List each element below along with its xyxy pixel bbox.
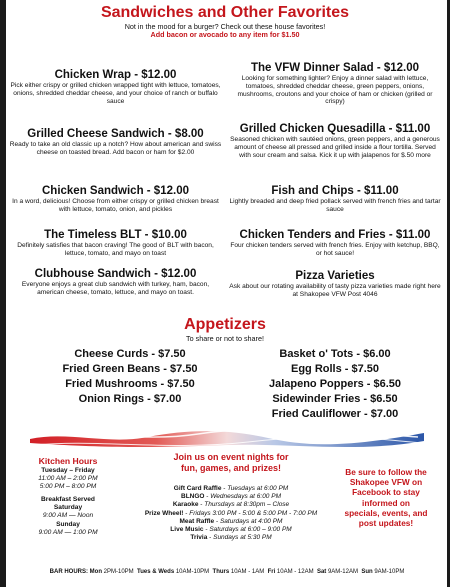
event-row: Prize Wheel! - Fridays 3:00 PM - 5:00 & 5:00 PM - 7:00 PM: [144, 509, 318, 517]
menu-item-description: Everyone enjoys a great club sandwich with turkey, ham, bacon, american cheese, tomato, lettuce, and mayo on toast.: [21, 281, 210, 296]
appetizers-right-list: [245, 347, 425, 422]
event-row: BLNGO - Wednesdays at 6:00 PM: [181, 493, 281, 501]
menu-item-name: Fish and Chips - $11.00: [271, 185, 399, 197]
menu-item: [228, 122, 442, 159]
event-when: Saturdays at 4:00 PM: [219, 517, 283, 525]
menu-item-description: Four chicken tenders served with french fries. Enjoy with ketchup, BBQ, or hot sauce!: [230, 242, 440, 257]
menu-item-description: Ask about our rotating availability of tasty pizza varieties made right here at Shakopee VFW Post 4046: [229, 283, 441, 298]
menu-item: [8, 267, 223, 297]
menu-item-name: The VFW Dinner Salad - $12.00: [250, 62, 420, 74]
appetizer-item: Onion Rings - $7.00: [78, 393, 182, 405]
event-nights: [126, 452, 336, 542]
breakfast-label: Breakfast Served: [41, 496, 95, 504]
menu-item-name: Clubhouse Sandwich - $12.00: [34, 268, 197, 280]
menu-item: [8, 184, 223, 214]
bar-time: 9AM-12AM: [327, 569, 358, 575]
bar-day: Sat: [316, 569, 327, 575]
left-border: [0, 0, 6, 587]
kitchen-hours: [14, 456, 122, 537]
bar-day: Fri: [267, 569, 276, 575]
event-when: Thursdays at 8:30pm – Close: [204, 501, 290, 509]
menu-item: [8, 127, 223, 157]
menu-item-description: Definitely satisfies that bacon craving! The good ol' BLT with bacon, lettuce, tomato, and mayo on toast: [17, 242, 214, 257]
sandwiches-subtitle-block: [0, 23, 450, 40]
event-name: Meat Raffle: [179, 517, 215, 525]
event-name: Gift Card Raffle: [173, 485, 222, 492]
event-name: Prize Wheel!: [144, 509, 184, 517]
menu-item-description: Lightly breaded and deep fried pollack served with french fries and tartar sauce: [229, 198, 441, 213]
breakfast-sunday-time: 9:00 AM — 1:00 PM: [38, 528, 98, 536]
sandwiches-title: Sandwiches and Other Favorites: [100, 4, 350, 21]
follow-line: post updates!: [358, 518, 414, 529]
event-when: Saturdays at 6:00 – 9:00 PM: [209, 526, 292, 534]
event-name: Trivia: [190, 534, 208, 542]
menu-item-name: Grilled Cheese Sandwich - $8.00: [27, 128, 204, 140]
appetizer-item: Fried Mushrooms - $7.50: [65, 378, 195, 390]
follow-line: Be sure to follow the: [345, 467, 427, 477]
menu-item: [8, 68, 223, 105]
follow-line: Facebook to stay: [352, 487, 420, 498]
bar-time: 10AM - 12AM: [276, 569, 314, 575]
event-name: BLNGO: [181, 493, 205, 501]
event-row: Gift Card Raffle - Tuesdays at 6:00 PM: [173, 485, 289, 492]
menu-item: [8, 228, 223, 258]
bar-time: 9AM-10PM: [374, 569, 405, 575]
bar-day: Mon: [89, 569, 102, 575]
follow-line: Shakopee VFW on: [349, 477, 423, 488]
events-title-line1: Join us on event nights for: [173, 452, 289, 462]
event-row: Meat Raffle - Saturdays at 4:00 PM: [179, 517, 283, 525]
bar-time: 2PM-10PM: [103, 569, 134, 575]
menu-item: [228, 61, 442, 106]
event-when: Fridays 3:00 PM - 5:00 & 5:00 PM - 7:00 PM: [189, 509, 318, 517]
appetizer-item: Fried Green Beans - $7.50: [62, 363, 198, 375]
menu-item-name: Pizza Varieties: [295, 270, 375, 282]
menu-item-description: Ready to take an old classic up a notch? How about american and swiss cheese on toasted bread. Add bacon or ham for $2.00: [9, 141, 222, 156]
bar-day: Tues & Weds: [137, 569, 175, 575]
kitchen-weekday-time: 11:00 AM – 2:00 PM: [38, 475, 98, 483]
event-row: Live Music - Saturdays at 6:00 – 9:00 PM: [170, 526, 292, 534]
menu-item-name: Chicken Wrap - $12.00: [54, 69, 177, 81]
appetizer-item: Cheese Curds - $7.50: [74, 348, 186, 360]
event-name: Karaoke: [172, 501, 199, 509]
breakfast-sunday-label: Sunday: [56, 520, 80, 528]
bar-day: Sun: [361, 569, 373, 575]
appetizer-item: Egg Rolls - $7.50: [290, 363, 380, 375]
events-list: [126, 485, 336, 542]
menu-item-name: Chicken Tenders and Fries - $11.00: [239, 229, 431, 241]
menu-item-description: In a word, delicious! Choose from either crispy or grilled chicken breast with lettuce, tomato, onion, and pickles: [12, 198, 219, 213]
event-when: Sundays at 5:30 PM: [213, 534, 272, 542]
event-row: Trivia - Sundays at 5:30 PM: [190, 534, 272, 542]
bar-time: 10AM-10PM: [175, 569, 210, 575]
bar-hours: [10, 568, 444, 576]
flag-wave-divider: [28, 425, 426, 451]
bar-hours-label: BAR HOURS:: [49, 569, 88, 575]
menu-item: [228, 184, 442, 214]
bar-time: 10AM - 1AM: [230, 569, 265, 575]
menu-item-name: Chicken Sandwich - $12.00: [41, 185, 189, 197]
sandwiches-subtitle: Not in the mood for a burger? Check out these house favorites!: [124, 22, 326, 31]
menu-item-description: Looking for something lighter? Enjoy a dinner salad with lettuce, tomatoes, shredded cheddar cheese, green peppers, onions, mushrooms, croutons and your choice of ham or chicken (grilled or crispy): [237, 75, 433, 106]
breakfast-saturday-label: Saturday: [53, 504, 83, 512]
menu-item-description: Seasoned chicken with sautéed onions, green peppers, and a generous amount of cheese all pressed and grilled inside a flour tortilla. Served with sour cream and salsa. Kick it up with jalapenos for $.50 more: [230, 136, 440, 159]
follow-facebook-note: [332, 467, 440, 528]
kitchen-weekday-label: Tuesday – Friday: [41, 467, 95, 474]
breakfast-saturday-time: 9:00 AM — Noon: [42, 512, 94, 520]
appetizer-item: Sidewinder Fries - $6.50: [272, 393, 398, 405]
menu-item-name: The Timeless BLT - $10.00: [44, 229, 187, 241]
follow-line: specials, events, and: [344, 507, 428, 518]
event-when: Tuesdays at 6:00 PM: [227, 485, 289, 492]
kitchen-hours-title: Kitchen Hours: [38, 456, 98, 466]
menu-item-description: Pick either crispy or grilled chicken wrapped tight with lettuce, tomatoes, onions, shredded cheddar cheese, and your choice of ranch or buffalo sauce: [10, 82, 221, 105]
bar-day: Thurs: [212, 569, 230, 575]
appetizer-item: Fried Cauliflower - $7.00: [271, 408, 399, 420]
appetizer-item: Basket o' Tots - $6.00: [279, 348, 391, 360]
event-row: Karaoke - Thursdays at 8:30pm – Close: [172, 501, 290, 509]
appetizers-title: Appetizers: [184, 316, 266, 333]
menu-item: [228, 269, 442, 299]
menu-item-name: Grilled Chicken Quesadilla - $11.00: [239, 123, 431, 135]
kitchen-weekday-time: 5:00 PM – 8:00 PM: [39, 483, 97, 491]
menu-item: [228, 228, 442, 258]
follow-line: informed on: [362, 497, 410, 508]
event-name: Live Music: [170, 526, 204, 534]
appetizers-left-list: [40, 347, 220, 407]
event-when: Wednesdays at 6:00 PM: [210, 493, 281, 501]
appetizers-subtitle: To share or not to share!: [186, 334, 264, 343]
appetizer-item: Jalapeno Poppers - $6.50: [268, 378, 402, 390]
sandwiches-addon-note: Add bacon or avocado to any item for $1.50: [150, 30, 300, 40]
events-title-line2: fun, games, and prizes!: [180, 462, 282, 473]
